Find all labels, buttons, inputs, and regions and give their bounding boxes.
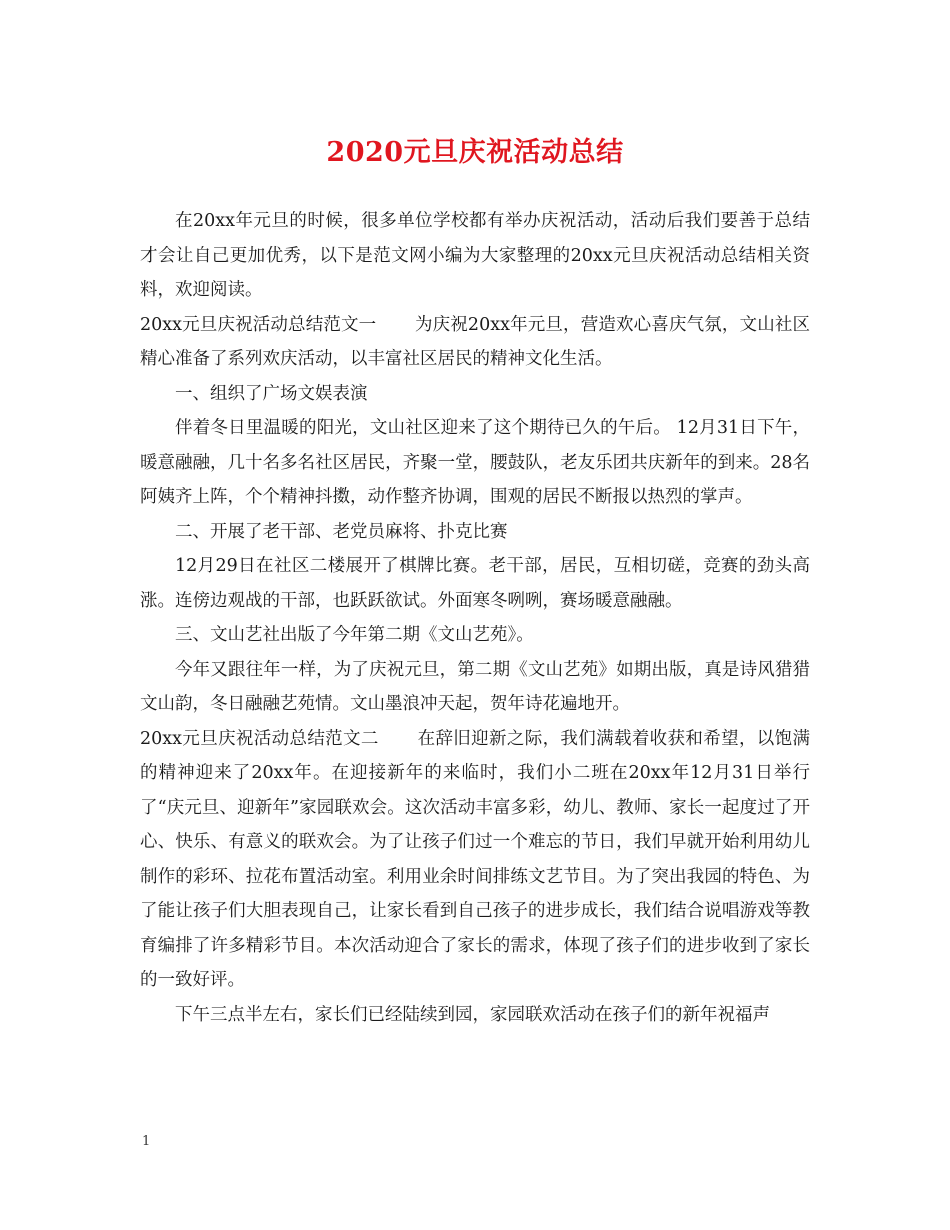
sample-two-body: 在辞旧迎新之际，我们满载着收获和希望，以饱满的精神迎来了20xx年。在迎接新年的来临时，我们小二班在20xx年12月31日举行了“庆元旦、迎新年”家园联欢会。这次活动丰富多彩，幼儿、教师、家长一起度过了开心、快乐、有意义的联欢会。为了让孩子们过一个难忘的节日，我们早就开始利用幼儿制作的彩环、拉花布置活动室。利用业余时间排练文艺节目。为了突出我园的特色、为了能让孩子们大胆表现自己，让家长看到自己孩子的进步成长，我们结合说唱游戏等教育编排了许多精彩节目。本次活动迎合了家长的需求，体现了孩子们的进步收到了家长的一致好评。 <box>140 728 811 990</box>
section-paragraph-2: 12月29日在社区二楼展开了棋牌比赛。老干部，居民，互相切磋，竞赛的劲头高涨。连傍边观战的干部，也跃跃欲试。外面寒冬咧咧，赛场暖意融融。 <box>140 556 810 611</box>
section-heading-1: 一、组织了广场文娱表演 <box>175 383 368 404</box>
sample-one-heading: 20xx元旦庆祝活动总结范文一 <box>140 314 377 335</box>
sample-two-paragraph <box>140 722 810 998</box>
intro-paragraph: 在20xx年元旦的时候，很多单位学校都有举办庆祝活动，活动后我们要善于总结才会让自己更加优秀，以下是范文网小编为大家整理的20xx元旦庆祝活动总结相关资料，欢迎阅读。 <box>140 211 810 300</box>
document-title: 2020元旦庆祝活动总结 <box>326 137 624 168</box>
sample-one-intro: 为庆祝20xx年元旦，营造欢心喜庆气氛，文山社区精心准备了系列欢庆活动，以丰富社区居民的精神文化生活。 <box>140 314 810 369</box>
document-body <box>140 204 810 1032</box>
sample-one-paragraph <box>140 308 810 377</box>
sample-two-heading: 20xx元旦庆祝活动总结范文二 <box>140 728 379 749</box>
section-paragraph-3: 今年又跟往年一样，为了庆祝元旦，第二期《文山艺苑》如期出版，真是诗风猎猎文山韵，冬日融融艺苑情。文山墨浪冲天起，贺年诗花遍地开。 <box>140 659 810 714</box>
section-heading-2: 二、开展了老干部、老党员麻将、扑克比赛 <box>175 521 508 542</box>
page-number: 1 <box>142 1134 151 1149</box>
section-paragraph-1: 伴着冬日里温暖的阳光，文山社区迎来了这个期待已久的午后。 12月31日下午，暖意融融，几十名多名社区居民，齐聚一堂，腰鼓队，老友乐团共庆新年的到来。28名阿姨齐上阵，个个精神抖擞，动作整齐协调，围观的居民不断报以热烈的掌声。 <box>140 418 810 507</box>
closing-paragraph: 下午三点半左右，家长们已经陆续到园，家园联欢活动在孩子们的新年祝福声 <box>175 1004 770 1025</box>
section-heading-3: 三、文山艺社出版了今年第二期《文山艺苑》。 <box>175 625 534 645</box>
